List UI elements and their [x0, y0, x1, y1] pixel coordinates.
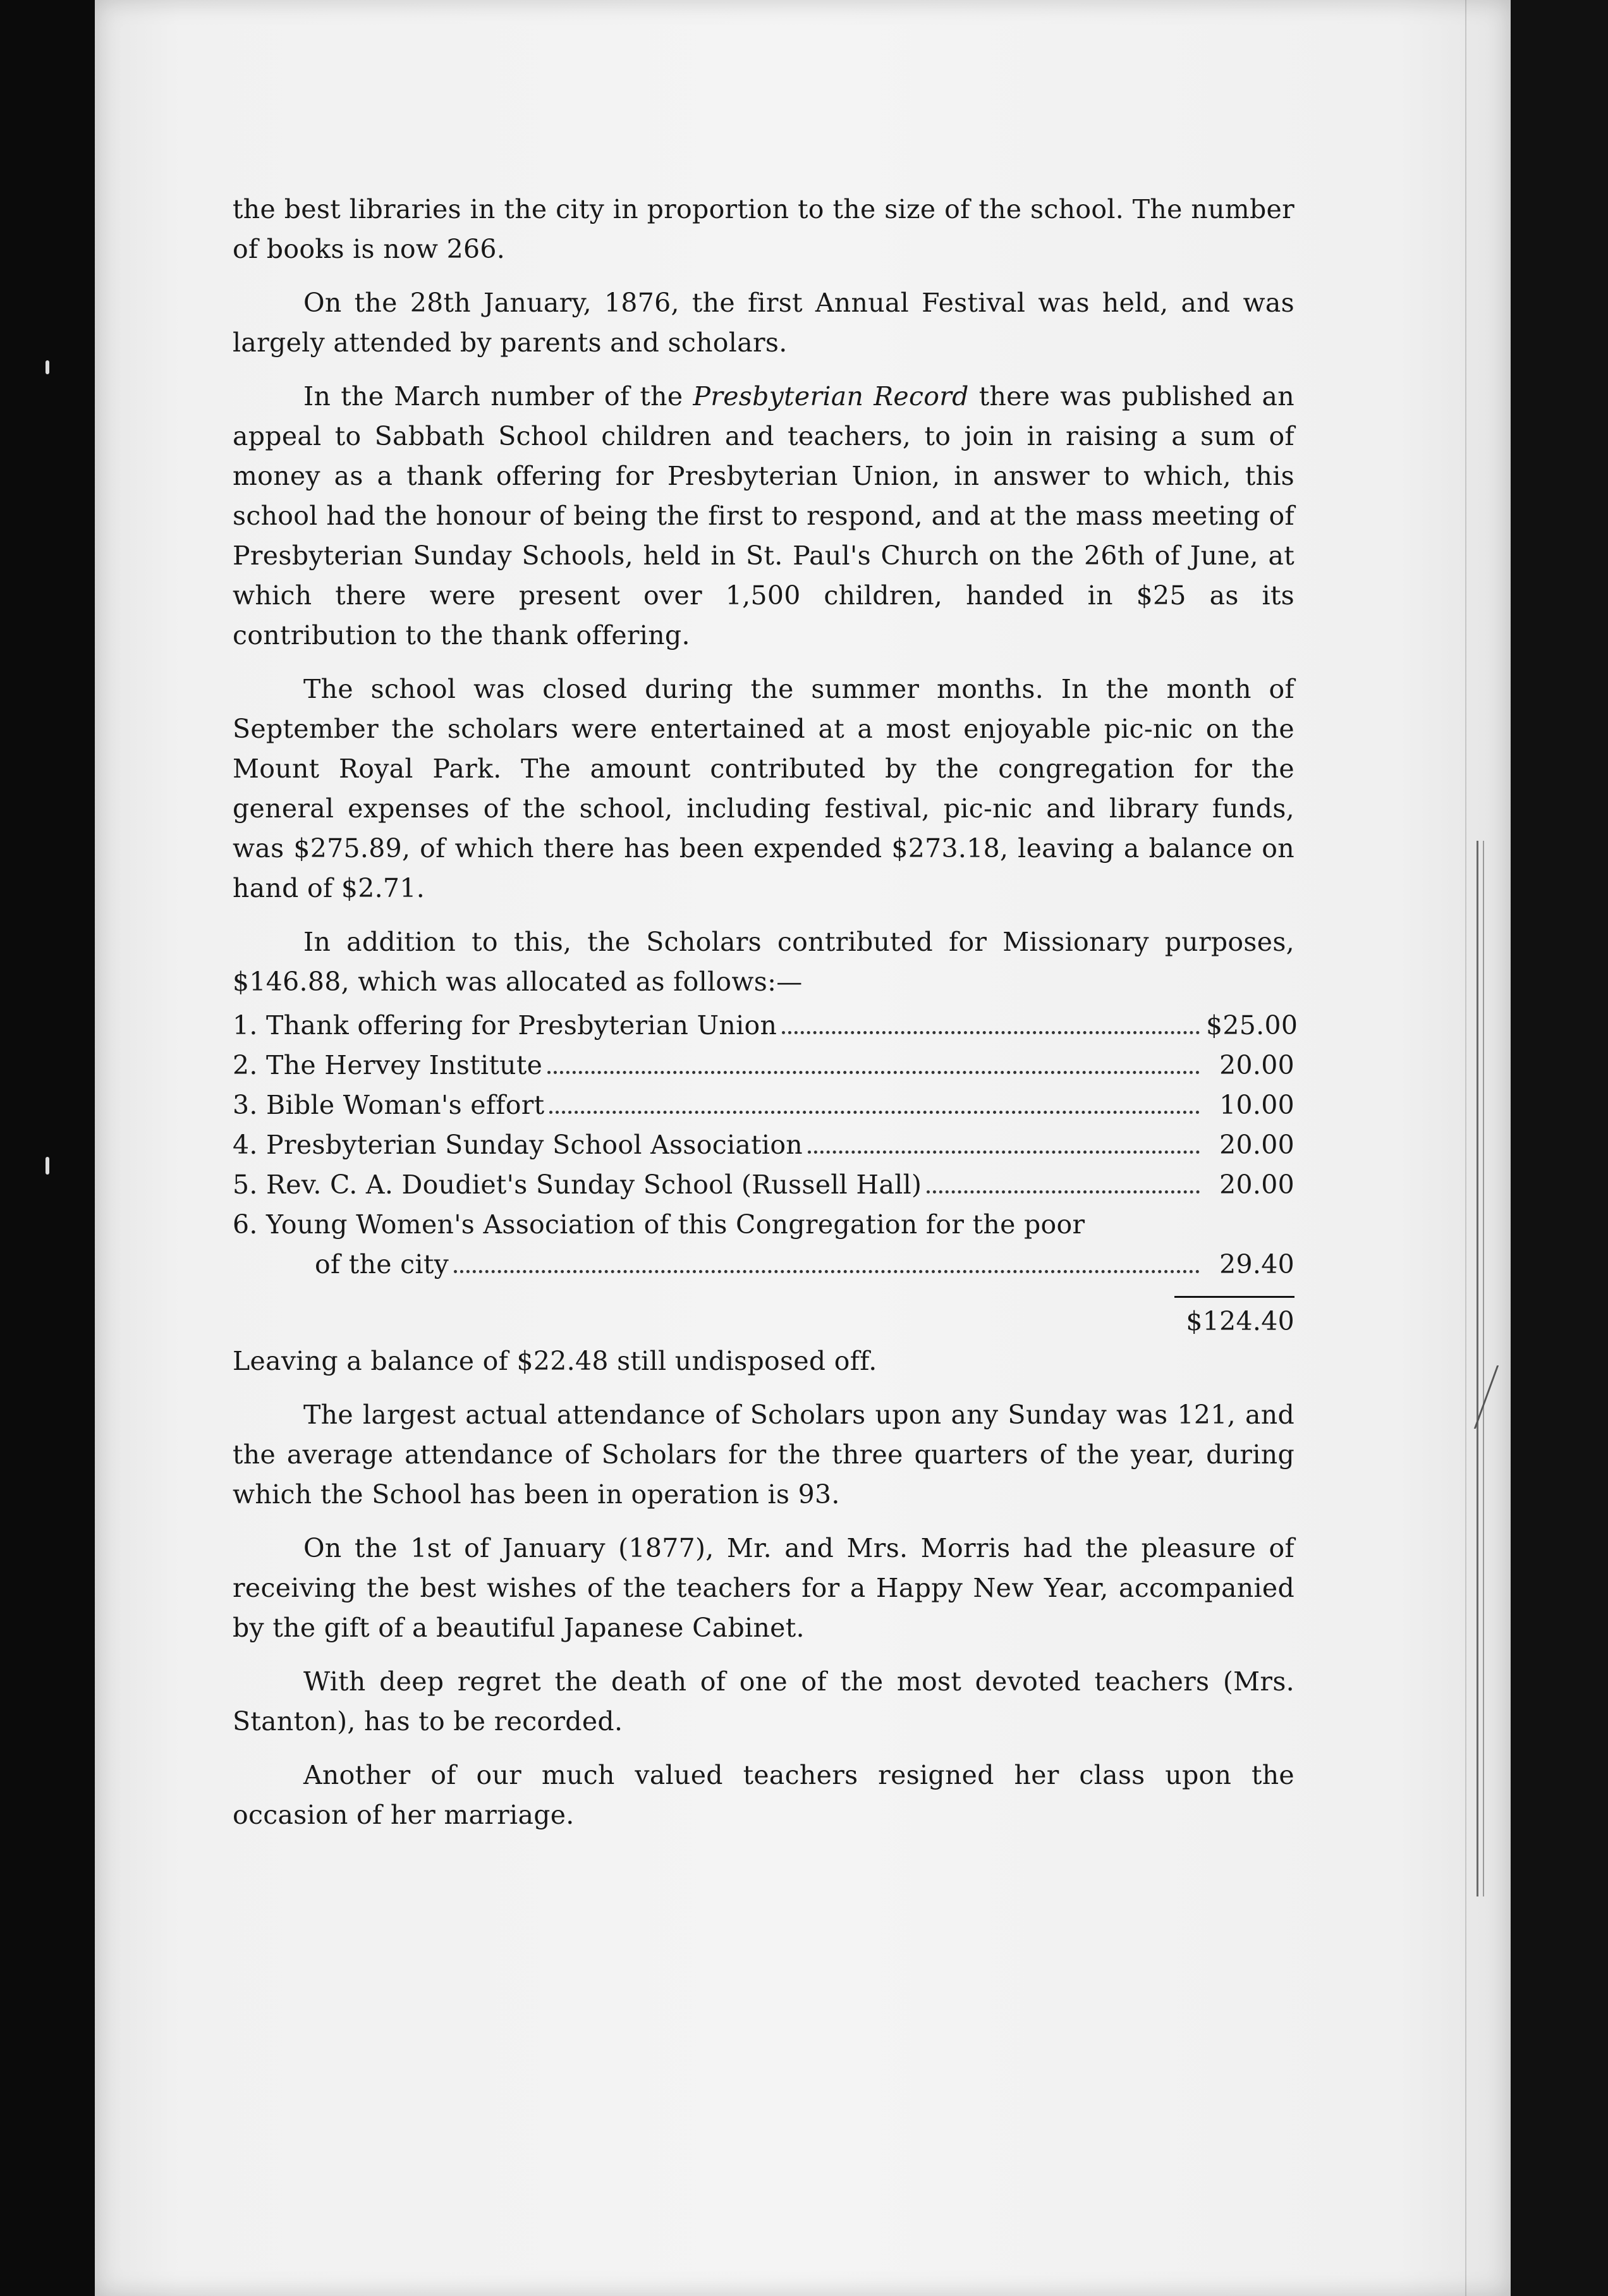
allocation-row: [233, 1085, 1294, 1125]
allocation-label: 4. Presbyterian Sunday School Association: [233, 1130, 803, 1160]
allocation-amount: 20.00: [1219, 1169, 1294, 1200]
paragraph: In addition to this, the Scholars contributed for Missionary purposes, $146.88, which was allocated as follows:—: [233, 927, 1294, 997]
paragraph: With deep regret the death of one of the most devoted teachers (Mrs. Stanton), has to be recorded.: [233, 1666, 1294, 1737]
margin-speck: [46, 1157, 49, 1175]
allocation-amount: 20.00: [1219, 1050, 1294, 1080]
page-gutter-edge: [1465, 0, 1466, 2296]
scan-right-border: [1511, 0, 1608, 2296]
allocation-amount: $25.00: [1206, 1010, 1298, 1041]
paragraph-text: there was published an appeal to Sabbath School children and teachers, to join in raising a sum of money as a thank offering for Presbyterian Union, in answer to which, this school had the honour of being the first to respond, and at the mass meeting of Presbyterian Sunday Schools, held in St. Paul's Church on the 26th of June, at which there were present over 1,500 children, handed in $25 as its contribution to the thank offering.: [233, 381, 1294, 650]
allocation-label: 1. Thank offering for Presbyterian Union: [233, 1010, 777, 1041]
paragraph: the best libraries in the city in proportion to the size of the school. The number of books is now 266.: [233, 194, 1294, 264]
total-rule: [1174, 1296, 1294, 1298]
allocation-row: [233, 1165, 1294, 1205]
dot-leader: [454, 1270, 1200, 1273]
allocation-amount: 20.00: [1219, 1130, 1294, 1160]
dot-leader: [782, 1031, 1200, 1034]
allocation-row: [233, 1006, 1298, 1046]
document-body: [233, 190, 1298, 1849]
publication-title: Presbyterian Record: [693, 381, 969, 412]
paragraph: On the 28th January, 1876, the first Annual Festival was held, and was largely attended by parents and scholars.: [233, 288, 1294, 358]
allocation-list: [233, 1006, 1298, 1285]
dot-leader: [547, 1071, 1200, 1074]
allocation-label: 5. Rev. C. A. Doudiet's Sunday School (Russell Hall): [233, 1169, 922, 1200]
allocation-label: 2. The Hervey Institute: [233, 1050, 543, 1080]
paragraph: Another of our much valued teachers resigned her class upon the occasion of her marriage.: [233, 1760, 1294, 1830]
allocation-continuation: [233, 1245, 1294, 1285]
paragraph-text: In the March number of the: [303, 381, 693, 412]
allocation-row: [233, 1125, 1294, 1165]
dot-leader: [549, 1111, 1200, 1114]
allocation-label-continued: of the city: [315, 1249, 449, 1279]
allocation-amount: 10.00: [1219, 1090, 1294, 1120]
margin-rule: [1483, 841, 1484, 1896]
allocation-total: $124.40: [1186, 1306, 1294, 1336]
paragraph: The school was closed during the summer months. In the month of September the scholars were entertained at a most enjoyable pic-nic on the Mount Royal Park. The amount contributed by the congregation for the general expenses of the school, including festival, pic-nic and library funds, was $275.89, of which there has been expended $273.18, leaving a balance on hand of $2.71.: [233, 674, 1294, 903]
margin-rule: [1477, 841, 1478, 1896]
paragraph: The largest actual attendance of Scholars upon any Sunday was 121, and the average attendance of Scholars for the three quarters of the year, during which the School has been in operation is 93.: [233, 1400, 1294, 1510]
allocation-row: [233, 1046, 1294, 1085]
paragraph: [233, 377, 1294, 656]
paragraph: On the 1st of January (1877), Mr. and Mrs. Morris had the pleasure of receiving the best wishes of the teachers for a Happy New Year, accompanied by the gift of a beautiful Japanese Cabinet.: [233, 1533, 1294, 1643]
allocation-amount: 29.40: [1219, 1249, 1294, 1279]
dot-leader: [808, 1151, 1200, 1154]
balance-line: Leaving a balance of $22.48 still undisposed off.: [233, 1346, 877, 1376]
margin-speck: [46, 360, 49, 374]
allocation-row: [233, 1205, 1294, 1285]
allocation-label: 3. Bible Woman's effort: [233, 1090, 545, 1120]
dot-leader: [927, 1190, 1200, 1194]
allocation-label: 6. Young Women's Association of this Congregation for the poor: [233, 1209, 1085, 1240]
